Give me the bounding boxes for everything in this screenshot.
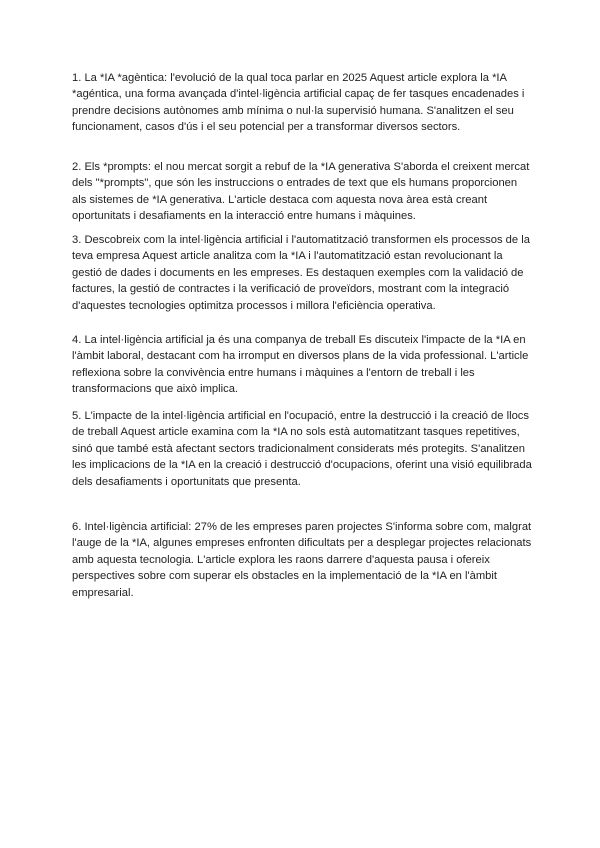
paragraph-agentic-ai: 1. La *IA *agèntica: l'evolució de la qual toca parlar en 2025 Aquest article explora la *IA *agéntica, una forma avançada d'intel·ligència artificial capaç de fer tasques encadenades i prendre decisions autònomes amb mínima o nul·la supervisió humana. S'analitzen el seu funcionament, casos d'ús i el seu potencial per a transformar diversos sectors. [72,72,525,134]
paragraph-ai-projects-paused: 6. Intel·ligència artificial: 27% de les empreses paren projectes S'informa sobre com, malgrat l'auge de la *IA, algunes empreses enfronten dificultats per a desplegar projectes relacionats amb aquesta tecnologia. L'article explora les raons darrere d'aquesta pausa i ofereix perspectives sobre com superar els obstacles en la implementació de la *IA en l'àmbit empresarial. [72,521,532,599]
paragraph-ai-employment: 5. L'impacte de la intel·ligència artificial en l'ocupació, entre la destrucció i la creació de llocs de treball Aquest article examina com la *IA no sols està automatitzant tasques repetitives, sinó que també està afectant sectors tradicionalment considerats més protegits. S'analitzen les implicacions de la *IA en la creació i destrucció d'ocupacions, oferint una visió equilibrada dels desafiaments i oportunitats que presenta. [72,410,532,488]
paragraph-ai-automation: 3. Descobreix com la intel·ligència artificial i l'automatització transformen els processos de la teva empresa Aquest article analitza com la *IA i l'automatització estan revolucionant la gestió de dades i documents en les empreses. Es destaquen exemples com la validació de factures, la gestió de contractes i la verificació de proveïdors, mostrant com la integració d'aquestes tecnologies optimitza processos i millora l'eficiència operativa. [72,234,530,312]
paragraph-prompts-market: 2. Els *prompts: el nou mercat sorgit a rebuf de la *IA generativa S'aborda el creixent mercat dels "*prompts", que són les instruccions o entrades de text que els humans proporcionen als sistemes de *IA generativa. L'article destaca com aquesta nova àrea està creant oportunitats i desafiaments en la interacció entre humans i màquines. [72,161,530,223]
paragraph-ai-coworker: 4. La intel·ligència artificial ja és una companya de treball Es discuteix l'impacte de la *IA en l'àmbit laboral, destacant com ha irromput en diversos plans de la vida professional. L'article reflexiona sobre la convivència entre humans i màquines a l'entorn de treball i les transformacions que això implica. [72,334,529,396]
